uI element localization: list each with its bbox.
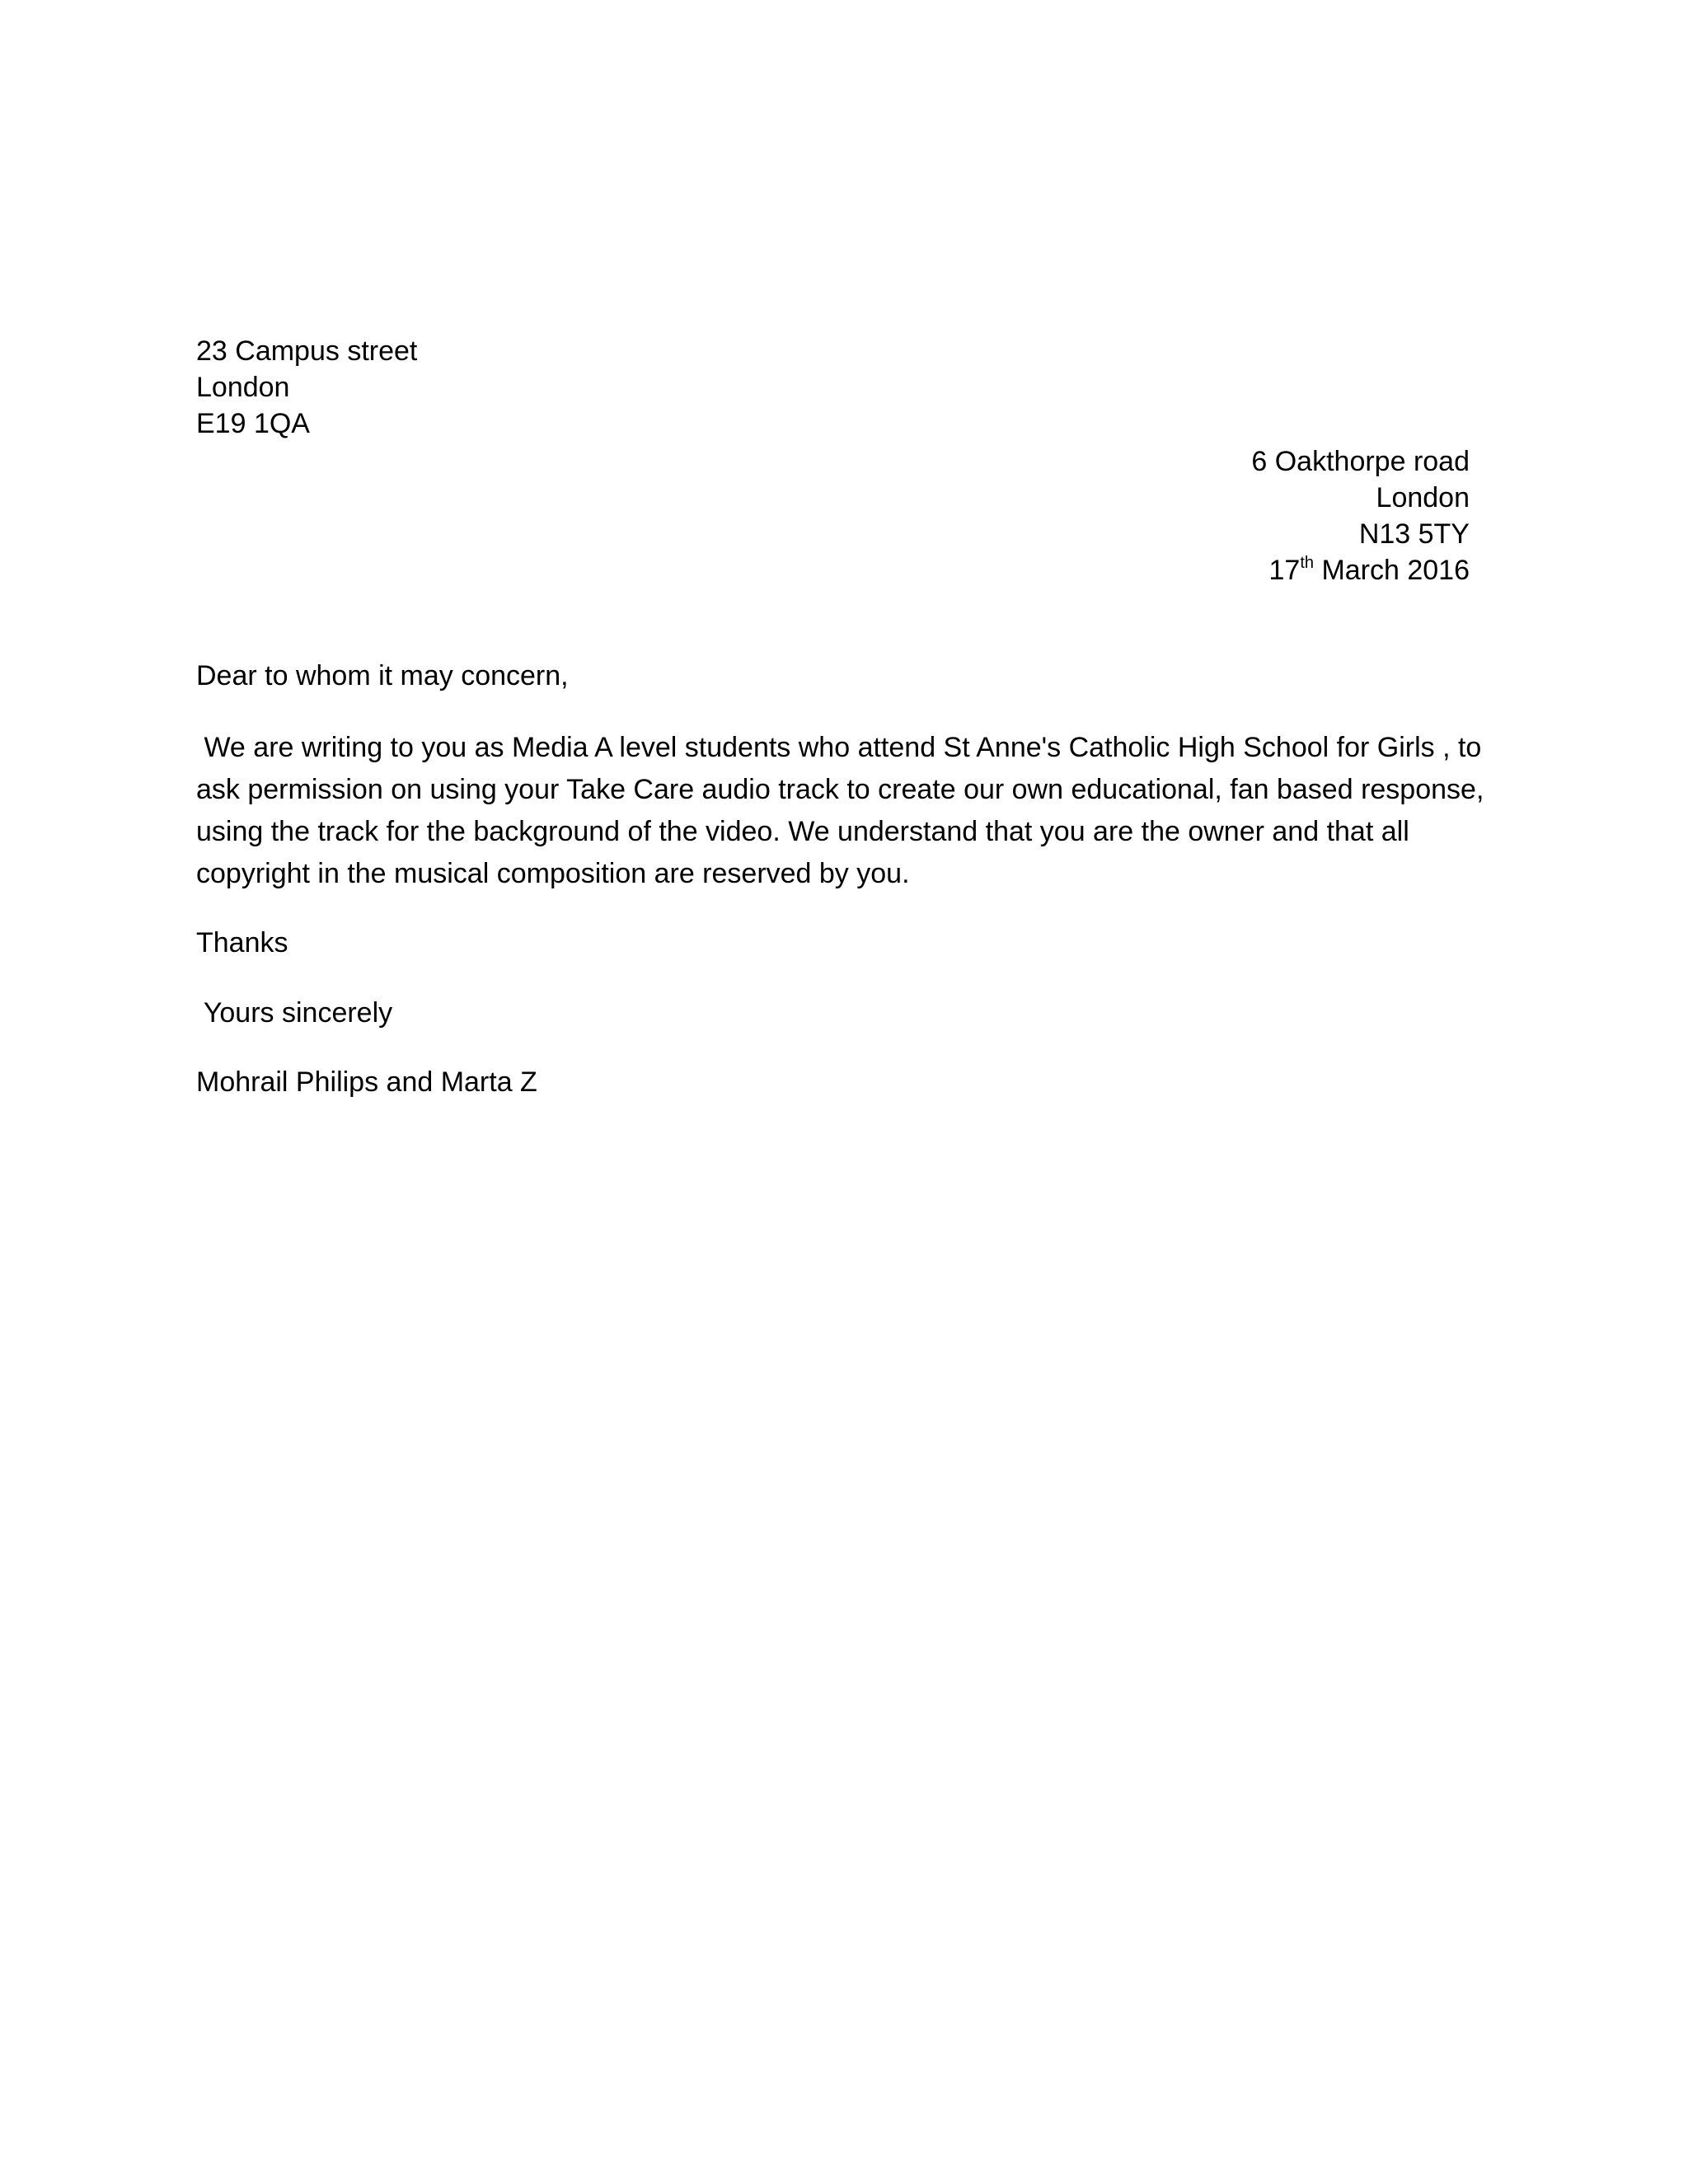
- salutation: Dear to whom it may concern,: [196, 660, 569, 691]
- body-paragraph: [196, 727, 1482, 895]
- recipient-address: [1251, 443, 1470, 588]
- body-line-3: using the track for the background of the video. We understand that you are the owner and that all: [196, 816, 1409, 847]
- thanks-line: Thanks: [196, 927, 288, 958]
- closing-line: Yours sincerely: [196, 997, 393, 1029]
- date-month-year: March 2016: [1314, 555, 1470, 586]
- sender-postcode: E19 1QA: [196, 408, 310, 439]
- body-line-2: ask permission on using your Take Care audio track to create our own educational, fan based response,: [196, 774, 1484, 805]
- sender-street: 23 Campus street: [196, 335, 418, 367]
- recipient-street: 6 Oakthorpe road: [1251, 446, 1470, 477]
- date-suffix: th: [1300, 554, 1314, 572]
- recipient-postcode: N13 5TY: [1358, 518, 1470, 550]
- signature-line: Mohrail Philips and Marta Z: [196, 1066, 537, 1098]
- date-day: 17: [1268, 555, 1301, 586]
- letter-date: [1251, 552, 1470, 588]
- sender-city: London: [196, 372, 290, 403]
- body-line-4: copyright in the musical composition are reserved by you.: [196, 858, 910, 889]
- sender-address: [196, 333, 417, 442]
- body-line-1: We are writing to you as Media A level students who attend St Anne's Catholic High School for Girls , to: [196, 732, 1482, 763]
- recipient-city: London: [1376, 482, 1470, 513]
